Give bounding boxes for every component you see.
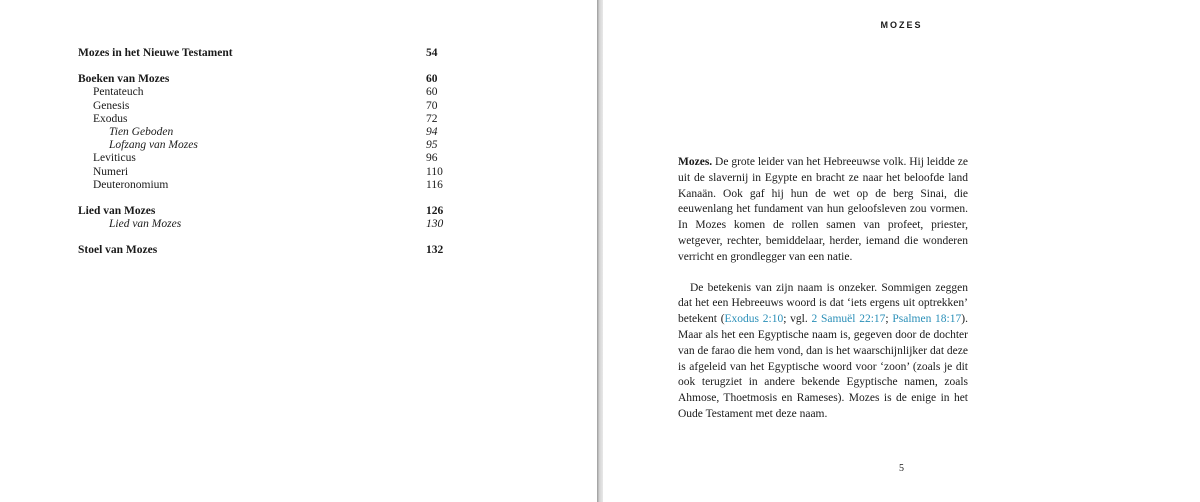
left-page — [0, 0, 597, 502]
running-head: MOZES — [880, 20, 923, 30]
toc-group — [78, 244, 450, 257]
toc-entry-title: Mozes in het Nieuwe Testament — [78, 47, 233, 59]
toc-entry-page: 94 — [426, 125, 438, 138]
toc-entry-title: Pentateuch — [93, 86, 144, 99]
toc-entry-title: Lofzang van Mozes — [109, 139, 198, 152]
paragraph-2-text-d: ). Maar als het een Egyptische naam is, gegeven door de dochter van de farao die hem vond, dan is het waarschijnlijker dat deze is afgeleid van het Egyptische woord voor ‘zoon’ (zoals je dit ook terugziet in andere bekende Egyptische namen, zoals Ahmose, Thoetmosis en Rameses). Mozes is de enige in het Oude Testament met deze naam. — [678, 313, 968, 420]
toc-entry-title: Lied van Mozes — [78, 204, 156, 217]
toc-entry[interactable] — [78, 113, 450, 126]
toc-group — [78, 47, 450, 60]
paragraph-2-text-c: ; — [885, 313, 893, 326]
toc-entry-page: 60 — [426, 86, 438, 99]
toc-entry-title: Genesis — [93, 99, 130, 112]
toc-entry-title: Leviticus — [93, 152, 136, 165]
toc-entry[interactable] — [78, 205, 450, 218]
paragraph-2-text-b: ; vgl. — [783, 313, 812, 326]
toc-entry-page: 116 — [426, 178, 443, 191]
toc-entry-page: 110 — [426, 165, 443, 178]
toc-entry[interactable] — [78, 139, 450, 152]
ref-psalmen[interactable]: Psalmen 18:17 — [892, 313, 962, 326]
toc-group — [78, 73, 450, 192]
toc-entry[interactable] — [78, 100, 450, 113]
toc-entry-page: 132 — [426, 244, 444, 257]
toc-entry-title: Lied van Mozes — [109, 218, 182, 231]
toc-entry-title: Boeken van Mozes — [78, 73, 170, 86]
toc-entry-page: 95 — [426, 139, 438, 152]
toc-group — [78, 205, 450, 231]
paragraph-2 — [678, 281, 968, 423]
toc-entry-page: 96 — [426, 152, 438, 165]
toc-entry[interactable] — [78, 73, 450, 86]
entry-lead: Mozes. — [678, 156, 713, 168]
toc-entry-title: Stoel van Mozes — [78, 244, 158, 257]
toc-entry-page: 126 — [426, 204, 444, 217]
table-of-contents — [78, 47, 450, 270]
toc-entry[interactable] — [78, 218, 450, 231]
paragraph-2-text-a: De betekenis van zijn naam is onzeker. Sommigen zeggen dat het een Hebreeuws woord is dat ‘iets ergens uit optrekken’ betekent ( — [678, 281, 968, 326]
toc-entry-title: Numeri — [93, 165, 129, 178]
toc-entry-page: 60 — [426, 73, 438, 86]
toc-entry-page: 130 — [426, 218, 444, 231]
toc-entry-title: Deuteronomium — [93, 178, 169, 191]
toc-entry-title: Exodus — [93, 112, 128, 125]
right-page — [603, 0, 1200, 502]
ref-samuel[interactable]: 2 Samuël 22:17 — [811, 313, 886, 326]
ref-exodus[interactable]: Exodus 2:10 — [724, 313, 784, 326]
toc-entry[interactable] — [78, 244, 450, 257]
paragraph-1 — [678, 155, 968, 266]
toc-entry[interactable] — [78, 166, 450, 179]
toc-entry[interactable] — [78, 86, 450, 99]
toc-entry-page: 72 — [426, 112, 438, 125]
toc-entry-page: 54 — [426, 47, 438, 59]
page-number: 5 — [899, 463, 904, 474]
toc-entry[interactable] — [78, 47, 450, 60]
toc-entry[interactable] — [78, 126, 450, 139]
toc-entry-title: Tien Geboden — [109, 125, 174, 138]
body-text — [678, 155, 968, 423]
toc-entry-page: 70 — [426, 99, 438, 112]
toc-entry[interactable] — [78, 179, 450, 192]
paragraph-1-text: De grote leider van het Hebreeuwse volk. Hij leidde ze uit de slavernij in Egypte en bracht ze naar het beloofde land Kanaän. Ook gaf hij hun de wet op de berg Sinai, die eeuwenlang het fundament van hun geloofsleven zou vormen. In Mozes komen de rollen samen van profeet, priester, wetgever, rechter, bemiddelaar, herder, iemand die wonderen verricht en grondlegger van een natie. — [678, 156, 968, 263]
toc-entry[interactable] — [78, 152, 450, 165]
